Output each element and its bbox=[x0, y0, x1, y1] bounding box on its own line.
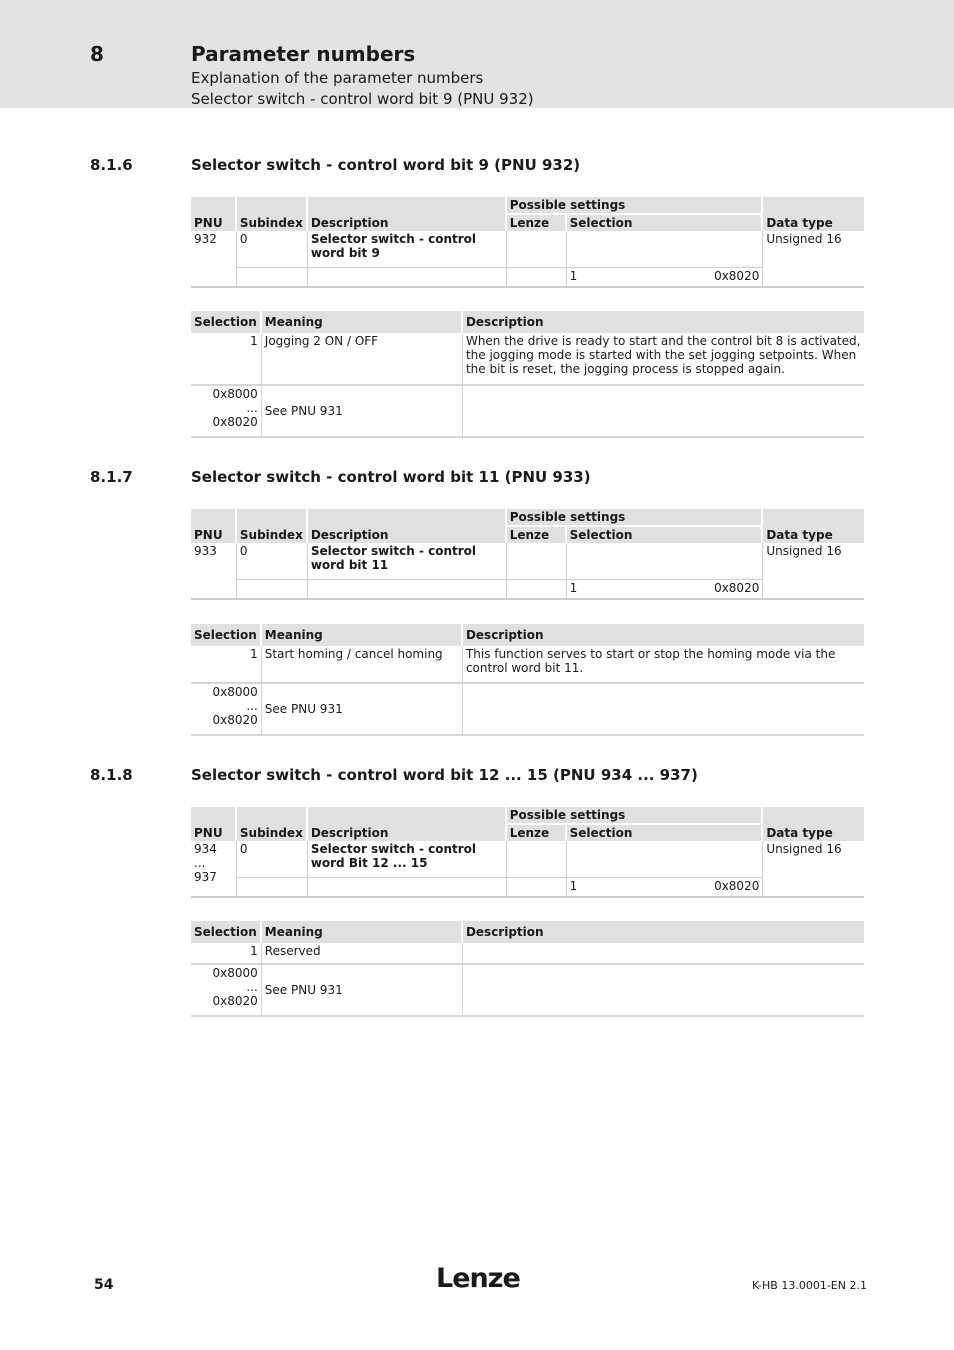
selection-range: 1 0x8020 bbox=[567, 268, 764, 288]
data-type-value: Unsigned 16 bbox=[763, 543, 864, 600]
chapter-subtitle: Selector switch - control word bit 9 (PNU 932) bbox=[191, 90, 534, 108]
col-header-data-type: Data type bbox=[763, 509, 864, 543]
parameter-table bbox=[191, 197, 864, 288]
section-number: 8.1.8 bbox=[90, 766, 133, 784]
meaning-value: Start homing / cancel homing bbox=[262, 646, 463, 684]
meaning-value: Jogging 2 ON / OFF bbox=[262, 333, 463, 386]
col-header-selection: Selection bbox=[567, 215, 764, 231]
subindex-value: 0 bbox=[237, 841, 308, 878]
col-header-description: Description bbox=[463, 624, 864, 646]
pnu-value: 934 ... 937 bbox=[191, 841, 237, 898]
data-type-value: Unsigned 16 bbox=[763, 841, 864, 898]
description-value: When the drive is ready to start and the control bit 8 is activated, the jogging mode is started with the set jogging setpoints. When the bit is reset, the jogging process is stopped again. bbox=[463, 333, 864, 386]
selection-value bbox=[567, 841, 764, 878]
selection-table bbox=[191, 624, 864, 736]
parameter-table bbox=[191, 807, 864, 898]
chapter-number: 8 bbox=[90, 42, 104, 66]
col-header-pnu: PNU bbox=[191, 509, 237, 543]
col-header-selection: Selection bbox=[191, 624, 262, 646]
description-value bbox=[463, 965, 864, 1017]
selection-table bbox=[191, 921, 864, 1017]
description-value bbox=[463, 684, 864, 736]
chapter-title: Parameter numbers bbox=[191, 42, 416, 66]
meaning-value: Reserved bbox=[262, 943, 463, 965]
selection-range: 0x8000 ... 0x8020 bbox=[191, 386, 262, 438]
meaning-value: See PNU 931 bbox=[262, 965, 463, 1017]
col-header-lenze: Lenze bbox=[507, 825, 567, 841]
selection-range: 0x8000 ... 0x8020 bbox=[191, 684, 262, 736]
parameter-table bbox=[191, 509, 864, 600]
col-header-meaning: Meaning bbox=[262, 921, 463, 943]
section-title: Selector switch - control word bit 9 (PNU 932) bbox=[191, 156, 581, 174]
lenze-value bbox=[507, 231, 567, 268]
col-header-subindex: Subindex bbox=[237, 509, 308, 543]
chapter-header bbox=[0, 0, 954, 108]
col-header-possible-settings: Possible settings bbox=[507, 509, 764, 527]
document-reference: K-HB 13.0001-EN 2.1 bbox=[752, 1279, 867, 1292]
pnu-value: 933 bbox=[191, 543, 237, 600]
subindex-value: 0 bbox=[237, 543, 308, 580]
section-number: 8.1.7 bbox=[90, 468, 133, 486]
selection-value bbox=[567, 231, 764, 268]
col-header-lenze: Lenze bbox=[507, 215, 567, 231]
col-header-description: Description bbox=[463, 311, 864, 333]
parameter-description: Selector switch - control word bit 9 bbox=[308, 231, 507, 268]
meaning-value: See PNU 931 bbox=[262, 386, 463, 438]
col-header-selection: Selection bbox=[191, 921, 262, 943]
col-header-description: Description bbox=[308, 807, 507, 841]
description-value bbox=[463, 943, 864, 965]
selection-value bbox=[567, 543, 764, 580]
col-header-data-type: Data type bbox=[763, 807, 864, 841]
subindex-value: 0 bbox=[237, 231, 308, 268]
selection-table bbox=[191, 311, 864, 438]
col-header-possible-settings: Possible settings bbox=[507, 807, 764, 825]
col-header-selection: Selection bbox=[567, 825, 764, 841]
selection-range: 0x8000 ... 0x8020 bbox=[191, 965, 262, 1017]
col-header-subindex: Subindex bbox=[237, 807, 308, 841]
page-number: 54 bbox=[94, 1277, 114, 1293]
lenze-logo: Lenze bbox=[436, 1263, 520, 1294]
selection-range: 1 0x8020 bbox=[567, 580, 764, 600]
col-header-description: Description bbox=[308, 197, 507, 231]
data-type-value: Unsigned 16 bbox=[763, 231, 864, 288]
col-header-subindex: Subindex bbox=[237, 197, 308, 231]
col-header-meaning: Meaning bbox=[262, 311, 463, 333]
section-number: 8.1.6 bbox=[90, 156, 133, 174]
col-header-selection: Selection bbox=[191, 311, 262, 333]
section-title: Selector switch - control word bit 11 (PNU 933) bbox=[191, 468, 591, 486]
selection-value: 1 bbox=[191, 943, 262, 965]
col-header-meaning: Meaning bbox=[262, 624, 463, 646]
meaning-value: See PNU 931 bbox=[262, 684, 463, 736]
description-value bbox=[463, 386, 864, 438]
parameter-description: Selector switch - control word Bit 12 ... 15 bbox=[308, 841, 507, 878]
col-header-pnu: PNU bbox=[191, 807, 237, 841]
selection-value: 1 bbox=[191, 646, 262, 684]
selection-value: 1 bbox=[191, 333, 262, 386]
lenze-value bbox=[507, 543, 567, 580]
col-header-lenze: Lenze bbox=[507, 527, 567, 543]
col-header-data-type: Data type bbox=[763, 197, 864, 231]
col-header-possible-settings: Possible settings bbox=[507, 197, 764, 215]
description-value: This function serves to start or stop the homing mode via the control word bit 11. bbox=[463, 646, 864, 684]
selection-range: 1 0x8020 bbox=[567, 878, 764, 898]
col-header-description: Description bbox=[463, 921, 864, 943]
col-header-selection: Selection bbox=[567, 527, 764, 543]
col-header-pnu: PNU bbox=[191, 197, 237, 231]
section-title: Selector switch - control word bit 12 ... 15 (PNU 934 ... 937) bbox=[191, 766, 698, 784]
lenze-value bbox=[507, 841, 567, 878]
pnu-value: 932 bbox=[191, 231, 237, 288]
col-header-description: Description bbox=[308, 509, 507, 543]
parameter-description: Selector switch - control word bit 11 bbox=[308, 543, 507, 580]
chapter-subtitle: Explanation of the parameter numbers bbox=[191, 69, 484, 87]
